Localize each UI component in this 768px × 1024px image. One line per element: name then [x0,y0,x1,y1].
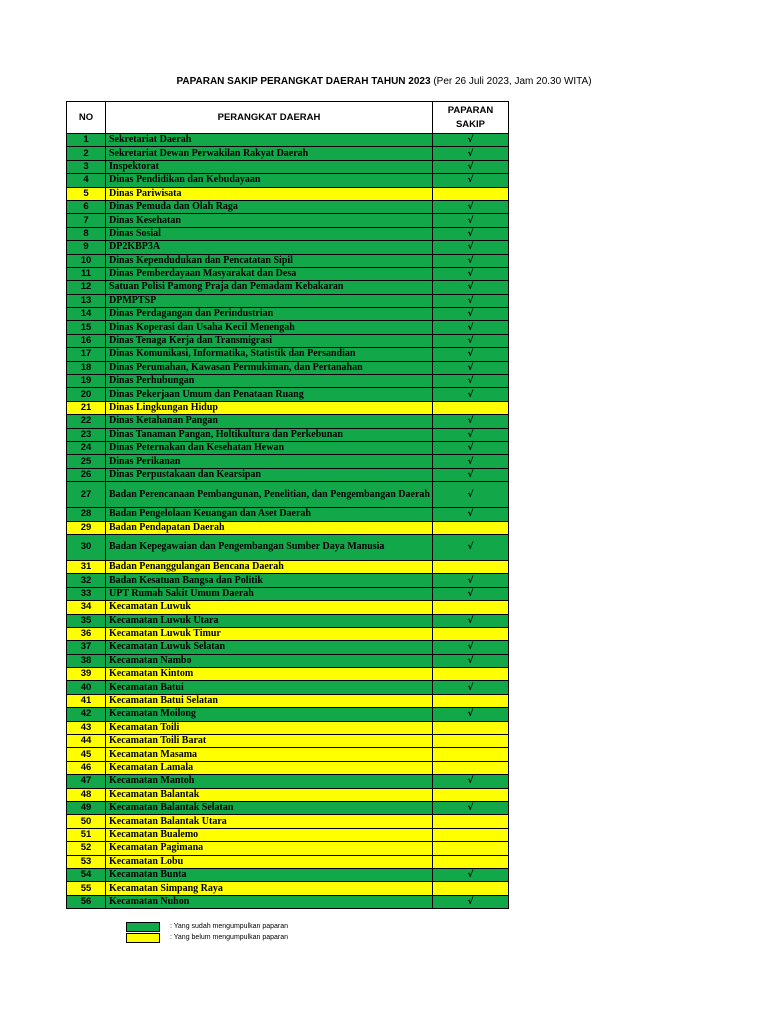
row-number: 34 [67,601,106,614]
table-row [67,401,509,414]
table-row [67,654,509,667]
table-row [67,508,509,521]
row-name: Dinas Pendidikan dan Kebudayaan [106,174,433,187]
row-name: Inspektorat [106,160,433,173]
row-number: 43 [67,721,106,734]
row-check: √ [433,388,509,401]
table-row [67,775,509,788]
table-row [67,534,509,560]
table-row [67,241,509,254]
row-name: DPMPTSP [106,294,433,307]
row-name: Badan Kesatuan Bangsa dan Politik [106,574,433,587]
row-check [433,788,509,801]
row-check: √ [433,134,509,147]
row-number: 6 [67,200,106,213]
table-row [67,388,509,401]
row-number: 13 [67,294,106,307]
row-name: Dinas Sosial [106,227,433,240]
table-row [67,895,509,908]
row-number: 33 [67,587,106,600]
row-check [433,187,509,200]
table-row [67,428,509,441]
header-paparan-sakip: PAPARAN SAKIP [433,102,509,134]
row-number: 8 [67,227,106,240]
row-name: Dinas Peternakan dan Kesehatan Hewan [106,441,433,454]
row-number: 40 [67,681,106,694]
table-row [67,627,509,640]
table-row [67,455,509,468]
table-row [67,160,509,173]
row-check [433,401,509,414]
row-name: Dinas Kependudukan dan Pencatatan Sipil [106,254,433,267]
row-number: 11 [67,267,106,280]
table-row [67,441,509,454]
row-check: √ [433,708,509,721]
row-check [433,761,509,774]
row-check [433,828,509,841]
table-row [67,668,509,681]
row-number: 28 [67,508,106,521]
row-number: 7 [67,214,106,227]
row-check: √ [433,415,509,428]
table-row [67,294,509,307]
table-row [67,788,509,801]
row-name: Badan Penanggulangan Bencana Daerah [106,560,433,573]
table-row [67,415,509,428]
row-number: 48 [67,788,106,801]
row-name: Badan Kepegawaian dan Pengembangan Sumber Daya Manusia [106,534,433,560]
row-number: 24 [67,441,106,454]
row-check [433,601,509,614]
row-check: √ [433,174,509,187]
row-number: 25 [67,455,106,468]
row-check [433,882,509,895]
row-number: 17 [67,348,106,361]
legend-label: : Yang belum mengumpulkan paparan [170,934,289,941]
row-number: 35 [67,614,106,627]
row-number: 9 [67,241,106,254]
legend-swatch [126,922,160,932]
row-check: √ [433,455,509,468]
table-row [67,574,509,587]
row-number: 56 [67,895,106,908]
row-name: Dinas Pariwisata [106,187,433,200]
row-check: √ [433,482,509,508]
row-name: Dinas Perikanan [106,455,433,468]
row-check: √ [433,254,509,267]
row-number: 12 [67,281,106,294]
row-number: 5 [67,187,106,200]
row-check: √ [433,775,509,788]
row-name: Kecamatan Batui Selatan [106,694,433,707]
row-number: 52 [67,842,106,855]
table-row [67,468,509,481]
row-name: Kecamatan Balantak Utara [106,815,433,828]
row-name: Dinas Tanaman Pangan, Holtikultura dan Perkebunan [106,428,433,441]
title-date: (Per 26 Juli 2023, Jam 20.30 WITA) [433,76,592,87]
table-row [67,521,509,534]
table-row [67,882,509,895]
row-check: √ [433,241,509,254]
row-name: Kecamatan Toili Barat [106,735,433,748]
table-row [67,868,509,881]
row-name: Dinas Kesehatan [106,214,433,227]
row-check: √ [433,801,509,814]
table-row [67,187,509,200]
row-check: √ [433,508,509,521]
row-check: √ [433,468,509,481]
row-check: √ [433,614,509,627]
row-number: 18 [67,361,106,374]
row-name: Sekretariat Dewan Perwakilan Rakyat Daerah [106,147,433,160]
row-number: 16 [67,334,106,347]
row-name: Kecamatan Bualemo [106,828,433,841]
row-check [433,815,509,828]
row-check: √ [433,294,509,307]
row-check: √ [433,574,509,587]
row-number: 27 [67,482,106,508]
row-check: √ [433,227,509,240]
table-row [67,801,509,814]
row-number: 30 [67,534,106,560]
row-name: Dinas Perpustakaan dan Kearsipan [106,468,433,481]
row-number: 19 [67,375,106,388]
table-row [67,614,509,627]
row-number: 23 [67,428,106,441]
row-name: Kecamatan Kintom [106,668,433,681]
row-name: Dinas Pemberdayaan Masyarakat dan Desa [106,267,433,280]
row-check [433,694,509,707]
row-check: √ [433,348,509,361]
table-row [67,735,509,748]
row-name: Kecamatan Pagimana [106,842,433,855]
row-check: √ [433,267,509,280]
row-name: UPT Rumah Sakit Umum Daerah [106,587,433,600]
table-row [67,815,509,828]
row-number: 37 [67,641,106,654]
table-row [67,348,509,361]
row-name: Kecamatan Balantak Selatan [106,801,433,814]
row-name: Kecamatan Batui [106,681,433,694]
table-row [67,361,509,374]
table-row [67,334,509,347]
row-number: 47 [67,775,106,788]
row-check [433,735,509,748]
row-name: Dinas Lingkungan Hidup [106,401,433,414]
row-check: √ [433,147,509,160]
row-check: √ [433,681,509,694]
row-name: Dinas Koperasi dan Usaha Kecil Menengah [106,321,433,334]
row-check: √ [433,534,509,560]
table-row [67,147,509,160]
row-number: 29 [67,521,106,534]
row-name: Dinas Tenaga Kerja dan Transmigrasi [106,334,433,347]
row-number: 55 [67,882,106,895]
row-name: Badan Perencanaan Pembangunan, Penelitian, dan Pengembangan Daerah [106,482,433,508]
row-name: Kecamatan Luwuk Utara [106,614,433,627]
row-number: 14 [67,308,106,321]
sakip-table [66,101,509,909]
table-row [67,694,509,707]
row-number: 21 [67,401,106,414]
table-row [67,560,509,573]
row-check: √ [433,895,509,908]
row-check: √ [433,281,509,294]
row-name: DP2KBP3A [106,241,433,254]
row-name: Dinas Perdagangan dan Perindustrian [106,308,433,321]
row-check: √ [433,641,509,654]
row-check: √ [433,334,509,347]
row-check [433,748,509,761]
row-check [433,855,509,868]
row-name: Satuan Polisi Pamong Praja dan Pemadam Kebakaran [106,281,433,294]
row-check: √ [433,654,509,667]
table-row [67,134,509,147]
table-row [67,308,509,321]
table-row [67,375,509,388]
row-check: √ [433,375,509,388]
legend-label: : Yang sudah mengumpulkan paparan [170,923,289,930]
legend-swatch [126,933,160,943]
row-number: 53 [67,855,106,868]
row-check: √ [433,200,509,213]
table-row [67,641,509,654]
table-row [67,281,509,294]
table-row [67,321,509,334]
row-number: 4 [67,174,106,187]
row-name: Kecamatan Luwuk Timur [106,627,433,640]
title-main: PAPARAN SAKIP PERANGKAT DAERAH TAHUN 2023 [176,76,431,87]
row-check [433,721,509,734]
table-row [67,855,509,868]
row-number: 31 [67,560,106,573]
table-row [67,748,509,761]
table-row [67,174,509,187]
row-number: 46 [67,761,106,774]
row-check: √ [433,214,509,227]
row-name: Kecamatan Mantoh [106,775,433,788]
row-name: Sekretariat Daerah [106,134,433,147]
table-row [67,254,509,267]
row-check: √ [433,160,509,173]
table-body [67,134,509,909]
row-name: Kecamatan Simpang Raya [106,882,433,895]
table-row [67,842,509,855]
row-name: Kecamatan Balantak [106,788,433,801]
table-row [67,681,509,694]
row-check [433,521,509,534]
table-row [67,708,509,721]
row-number: 26 [67,468,106,481]
row-number: 32 [67,574,106,587]
row-name: Kecamatan Lobu [106,855,433,868]
row-name: Kecamatan Nuhon [106,895,433,908]
row-number: 54 [67,868,106,881]
table-row [67,200,509,213]
row-name: Kecamatan Masama [106,748,433,761]
row-number: 1 [67,134,106,147]
table-row [67,828,509,841]
row-number: 15 [67,321,106,334]
row-number: 22 [67,415,106,428]
document-title [0,76,768,87]
row-number: 39 [67,668,106,681]
row-name: Kecamatan Luwuk Selatan [106,641,433,654]
row-check: √ [433,361,509,374]
row-name: Kecamatan Lamala [106,761,433,774]
row-check [433,560,509,573]
row-check [433,627,509,640]
row-number: 10 [67,254,106,267]
row-name: Dinas Pemuda dan Olah Raga [106,200,433,213]
row-number: 36 [67,627,106,640]
row-name: Kecamatan Nambo [106,654,433,667]
row-check: √ [433,441,509,454]
row-name: Dinas Ketahanan Pangan [106,415,433,428]
row-check [433,668,509,681]
row-name: Badan Pengelolaan Keuangan dan Aset Daerah [106,508,433,521]
row-number: 42 [67,708,106,721]
table-header-row [67,102,509,134]
row-name: Kecamatan Toili [106,721,433,734]
row-number: 2 [67,147,106,160]
row-number: 49 [67,801,106,814]
table-row [67,721,509,734]
header-no: NO [67,102,106,134]
row-check [433,842,509,855]
row-name: Kecamatan Moilong [106,708,433,721]
row-name: Dinas Perumahan, Kawasan Permukiman, dan Pertanahan [106,361,433,374]
row-name: Dinas Komunikasi, Informatika, Statistik dan Persandian [106,348,433,361]
row-name: Kecamatan Luwuk [106,601,433,614]
row-check: √ [433,868,509,881]
row-number: 50 [67,815,106,828]
table-row [67,267,509,280]
row-check: √ [433,321,509,334]
row-check: √ [433,428,509,441]
row-number: 38 [67,654,106,667]
table-row [67,482,509,508]
row-number: 51 [67,828,106,841]
table-row [67,761,509,774]
table-row [67,587,509,600]
row-name: Badan Pendapatan Daerah [106,521,433,534]
table-row [67,214,509,227]
table-row [67,227,509,240]
row-number: 41 [67,694,106,707]
header-perangkat-daerah: PERANGKAT DAERAH [106,102,433,134]
row-name: Dinas Perhubungan [106,375,433,388]
row-check: √ [433,308,509,321]
row-name: Kecamatan Bunta [106,868,433,881]
row-name: Dinas Pekerjaan Umum dan Penataan Ruang [106,388,433,401]
row-number: 44 [67,735,106,748]
row-number: 45 [67,748,106,761]
table-row [67,601,509,614]
row-check: √ [433,587,509,600]
row-number: 20 [67,388,106,401]
row-number: 3 [67,160,106,173]
